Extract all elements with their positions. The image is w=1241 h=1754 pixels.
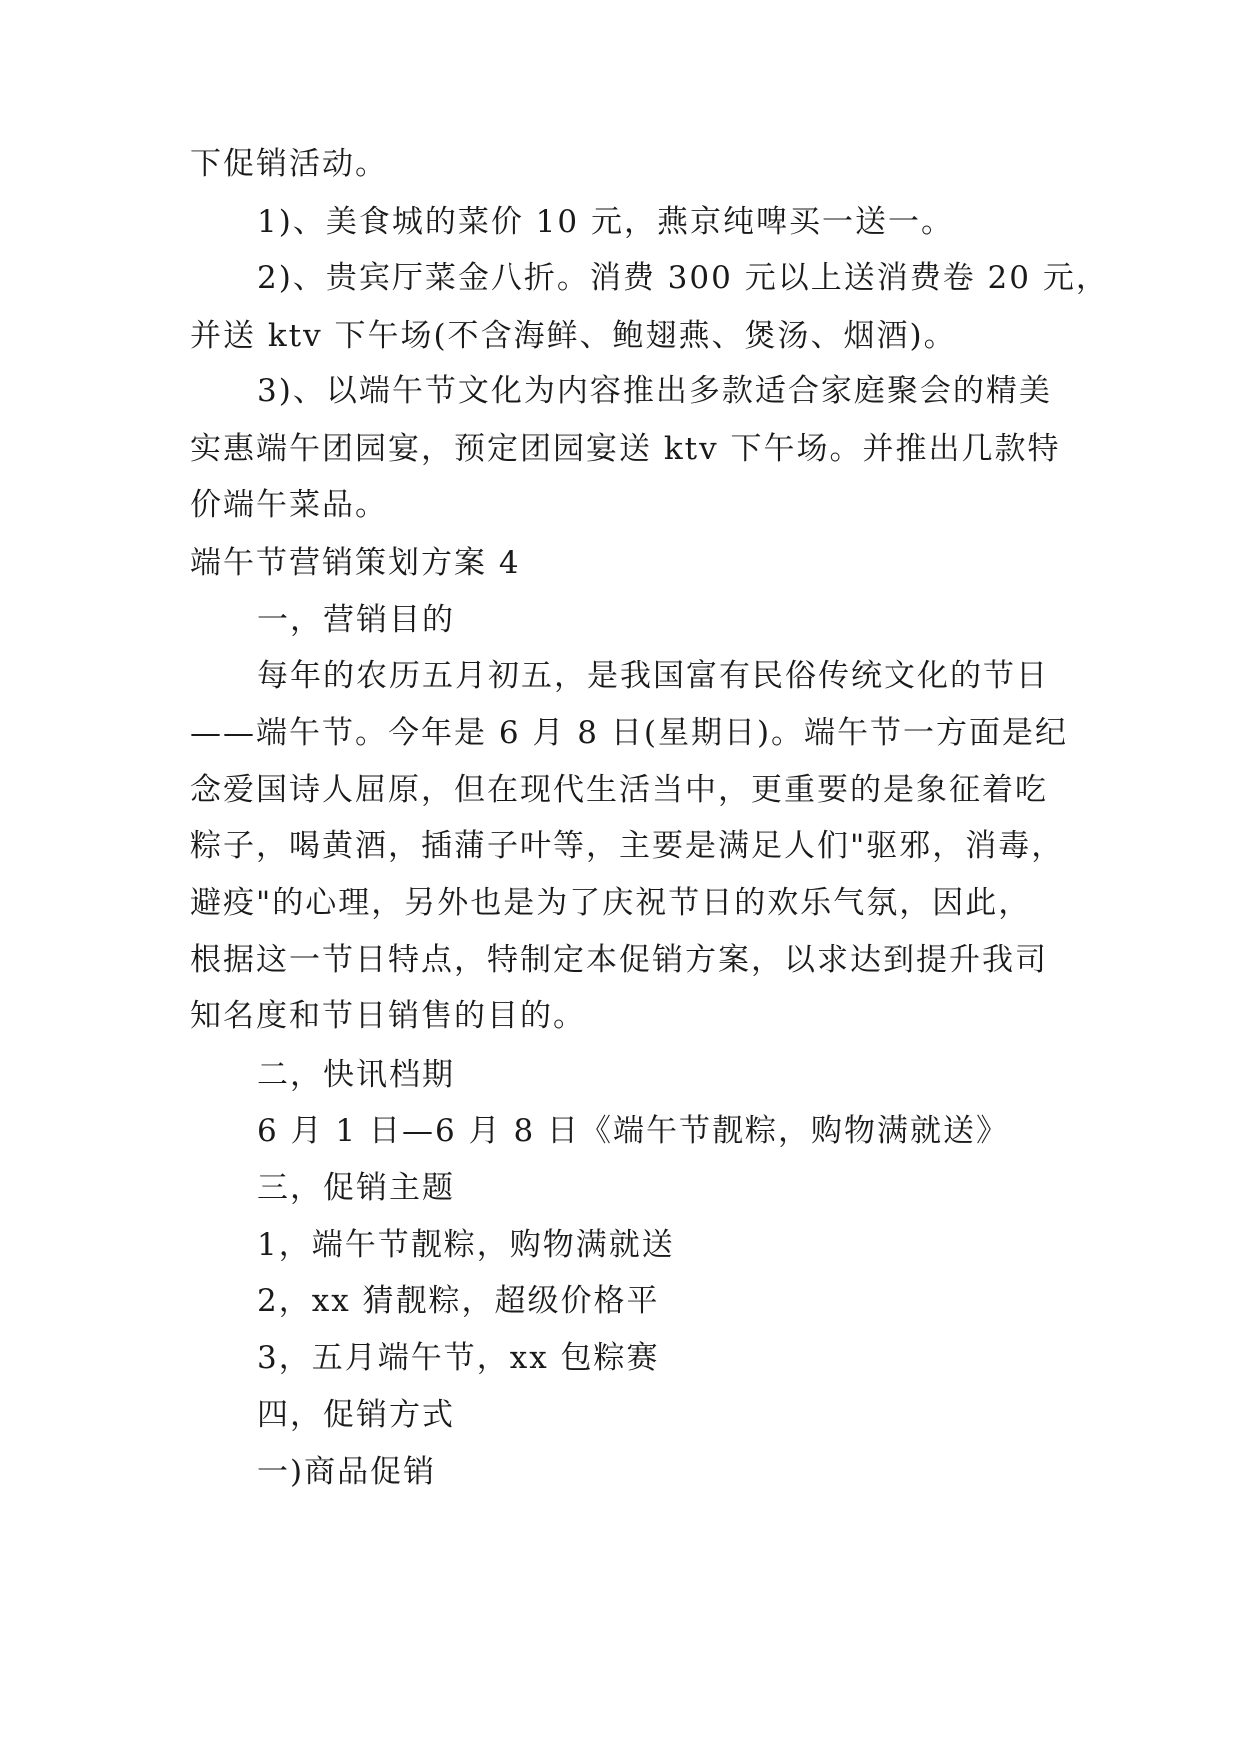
text-line: 实惠端午团园宴，预定团园宴送 ktv 下午场。并推出几款特 (190, 431, 1061, 467)
paragraph-line: 根据这一节日特点，特制定本促销方案，以求达到提升我司 (190, 942, 1048, 978)
text-line: 下促销活动。 (190, 146, 388, 182)
sub-heading: 一)商品促销 (257, 1454, 437, 1490)
paragraph-line: 知名度和节日销售的目的。 (190, 998, 586, 1034)
paragraph-line: 每年的农历五月初五，是我国富有民俗传统文化的节日 (257, 658, 1049, 694)
list-item: 3，五月端午节，xx 包粽赛 (257, 1340, 660, 1376)
section-heading: 四，促销方式 (257, 1397, 455, 1433)
section-heading: 三，促销主题 (257, 1170, 455, 1206)
text-line: 6 月 1 日—6 月 8 日《端午节靓粽，购物满就送》 (257, 1113, 1010, 1149)
paragraph-line: ——端午节。今年是 6 月 8 日(星期日)。端午节一方面是纪 (190, 715, 1069, 751)
paragraph-line: 粽子，喝黄酒，插蒲子叶等，主要是满足人们"驱邪，消毒， (190, 828, 1065, 864)
list-item: 1)、美食城的菜价 10 元，燕京纯啤买一送一。 (257, 204, 954, 240)
list-item: 2)、贵宾厅菜金八折。消费 300 元以上送消费卷 20 元， (257, 260, 1109, 296)
paragraph-line: 念爱国诗人屈原，但在现代生活当中，更重要的是象征着吃 (190, 772, 1048, 808)
list-item: 1，端午节靓粽，购物满就送 (257, 1227, 675, 1263)
paragraph-line: 避疫"的心理，另外也是为了庆祝节日的欢乐气氛，因此， (190, 885, 1032, 921)
text-line: 价端午菜品。 (190, 487, 388, 523)
text-line: 并送 ktv 下午场(不含海鲜、鲍翅燕、煲汤、烟酒)。 (190, 318, 957, 354)
list-item: 2，xx 猜靓粽，超级价格平 (257, 1283, 660, 1319)
section-heading: 一，营销目的 (257, 602, 455, 638)
list-item: 3)、以端午节文化为内容推出多款适合家庭聚会的精美 (257, 373, 1052, 409)
section-title: 端午节营销策划方案 4 (190, 545, 521, 581)
section-heading: 二，快讯档期 (257, 1057, 455, 1093)
